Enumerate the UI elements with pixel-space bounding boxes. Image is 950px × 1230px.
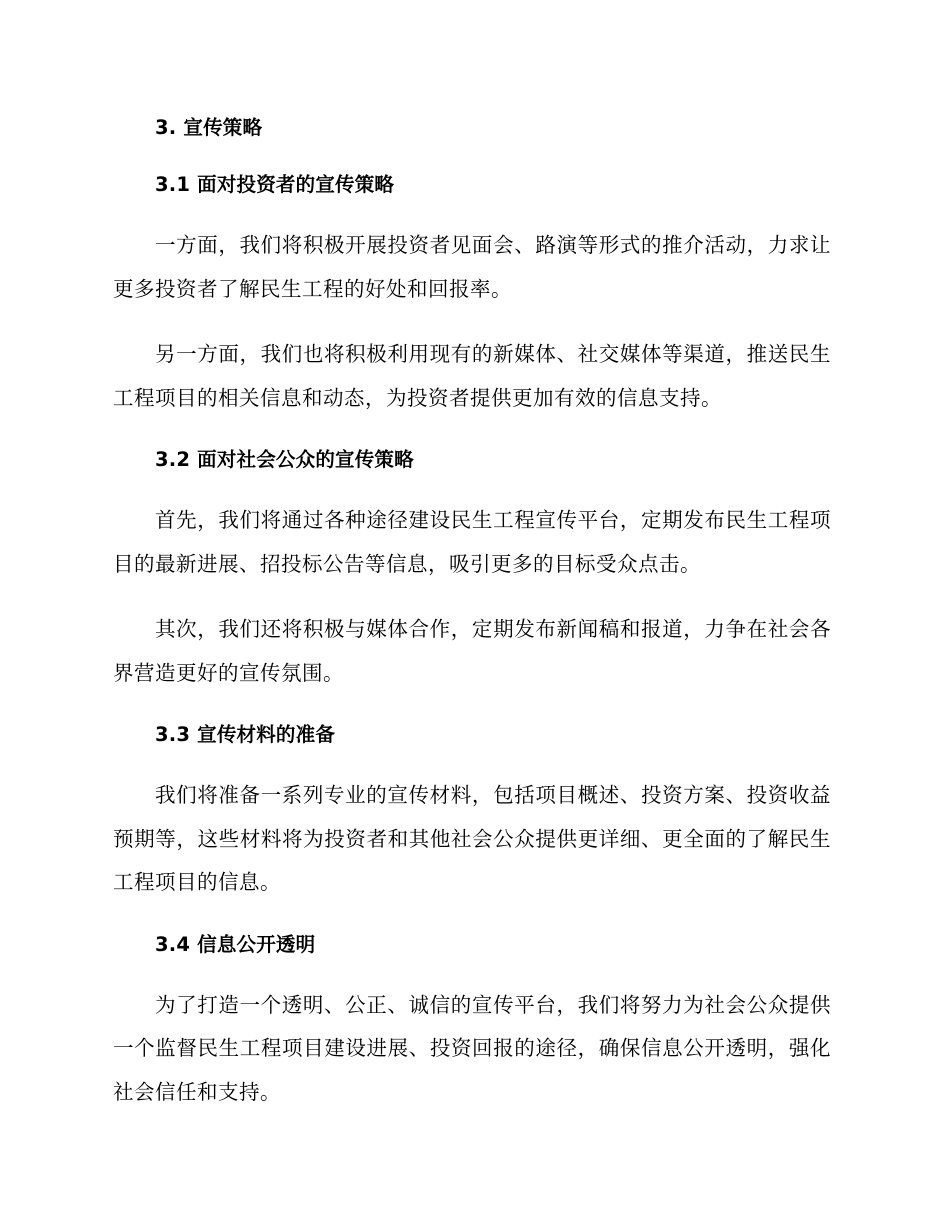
- paragraph-3-4-a: 为了打造一个透明、公正、诚信的宣传平台，我们将努力为社会公众提供一个监督民生工程项目建设进展、投资回报的途径，确保信息公开透明，强化社会信任和支持。: [113, 992, 831, 1104]
- document-body: [113, 110, 831, 1136]
- section-heading-3-4: 3.4 信息公开透明: [155, 932, 316, 956]
- paragraph-3-3-a: 我们将准备一系列专业的宣传材料，包括项目概述、投资方案、投资收益预期等，这些材料将为投资者和其他社会公众提供更详细、更全面的了解民生工程项目的信息。: [113, 783, 831, 894]
- paragraph-3-2-b: 其次，我们还将积极与媒体合作，定期发布新闻稿和报道，力争在社会各界营造更好的宣传氛围。: [113, 617, 831, 685]
- paragraph-3-2-a: 首先，我们将通过各种途径建设民生工程宣传平台，定期发布民生工程项目的最新进展、招投标公告等信息，吸引更多的目标受众点击。: [113, 508, 831, 576]
- paragraph-3-1-b: 另一方面，我们也将积极利用现有的新媒体、社交媒体等渠道，推送民生工程项目的相关信息和动态，为投资者提供更加有效的信息支持。: [113, 342, 831, 410]
- paragraph-3-1-a: 一方面，我们将积极开展投资者见面会、路演等形式的推介活动，力求让更多投资者了解民生工程的好处和回报率。: [113, 233, 831, 301]
- section-heading-3-3: 3.3 宣传材料的准备: [155, 723, 336, 746]
- section-heading-3-2: 3.2 面对社会公众的宣传策略: [155, 448, 414, 471]
- section-heading-3: 3. 宣传策略: [155, 116, 263, 139]
- section-heading-3-1: 3.1 面对投资者的宣传策略: [155, 173, 395, 196]
